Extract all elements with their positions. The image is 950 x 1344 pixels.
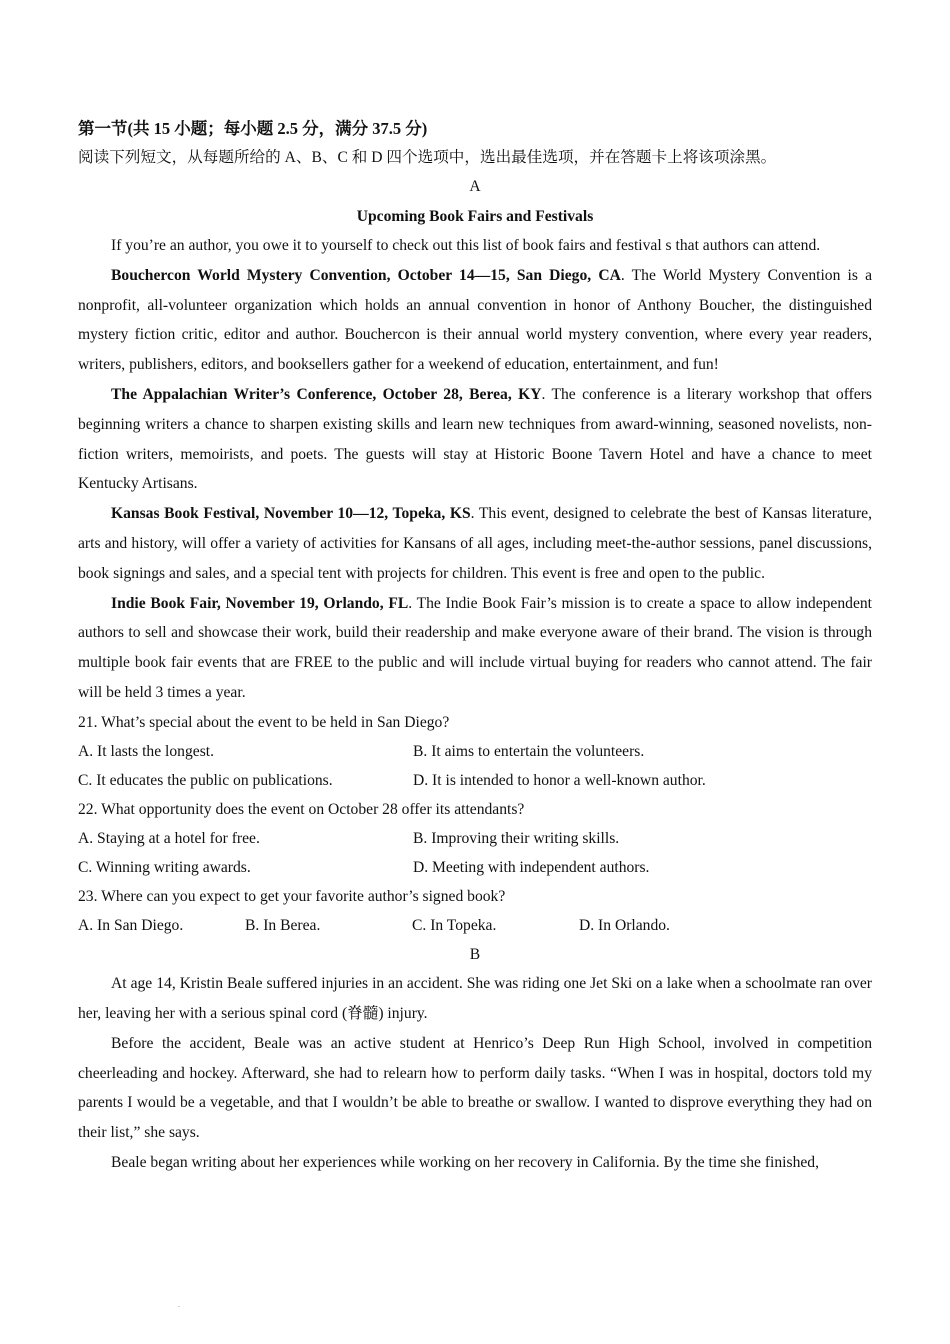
section-instructions: 阅读下列短文，从每题所给的 A、B、C 和 D 四个选项中，选出最佳选项，并在答题卡上将该项涂黑。	[78, 149, 777, 166]
option-a: A. It lasts the longest.	[78, 742, 214, 760]
event-text: . The Indie Book Fair’s mission is to create a space to allow independent authors to sell and showcase their work, build their readership and make everyone aware of their brand. The vision is through multiple book fair events that are FREE to the public and will include virtual buying for readers who cannot attend. The fair will be held 3 times a year.	[78, 594, 872, 701]
passage-a-label: A	[469, 178, 481, 195]
option-d: D. In Orlando.	[579, 916, 670, 934]
event-paragraph	[78, 499, 872, 588]
document-content	[78, 114, 872, 1178]
option-b: B. In Berea.	[245, 916, 321, 934]
event-heading: Bouchercon World Mystery Convention, October 14—15, San Diego, CA	[111, 266, 621, 284]
section-title: 第一节(共 15 小题；每小题 2.5 分，满分 37.5 分)	[78, 119, 428, 138]
event-text: . The conference is a literary workshop that offers beginning writers a chance to sharpen existing skills and learn new techniques from award-winning, seasoned novelists, non-fiction writers, memoirists, and poets. The guests will stay at Historic Boone Tavern Hotel and have a chance to meet Kentucky Artisans.	[78, 385, 872, 493]
option-b: B. Improving their writing skills.	[413, 829, 620, 847]
event-text: . The World Mystery Convention is a nonprofit, all-volunteer organization which holds an annual convention in honor of Anthony Boucher, the distinguished mystery fiction critic, editor and author. Bouchercon is their annual world mystery convention, where every year readers, writers, publishers, editors, and booksellers gather for a weekend of education, entertainment, and fun!	[78, 266, 872, 374]
question-stem: 21. What’s special about the event to be held in San Diego?	[78, 713, 450, 731]
event-paragraph	[78, 261, 872, 380]
event-heading: Indie Book Fair, November 19, Orlando, FL	[111, 594, 409, 612]
passage-b-paragraph: Beale began writing about her experiences while working on her recovery in California. By the time she finished,	[111, 1154, 819, 1172]
event-text: . This event, designed to celebrate the best of Kansas literature, arts and history, will offer a variety of activities for Kansans of all ages, including meet-the-author sessions, panel discussions, book signings and sales, and a special tent with projects for children. This event is free and open to the public.	[78, 505, 872, 582]
option-a: A. In San Diego.	[78, 916, 184, 934]
question-options	[78, 766, 872, 795]
question-options	[78, 911, 872, 940]
passage-a-title: Upcoming Book Fairs and Festivals	[356, 207, 594, 225]
event-heading: The Appalachian Writer’s Conference, October 28, Berea, KY	[111, 385, 542, 403]
option-b: B. It aims to entertain the volunteers.	[413, 742, 645, 760]
option-c: C. In Topeka.	[412, 916, 497, 934]
question-stem: 23. Where can you expect to get your favorite author’s signed book?	[78, 887, 506, 905]
option-c: C. It educates the public on publications.	[78, 771, 333, 789]
event-heading: Kansas Book Festival, November 10—12, Topeka, KS	[111, 505, 471, 523]
question-options	[78, 824, 872, 853]
question-stem: 22. What opportunity does the event on October 28 offer its attendants?	[78, 800, 525, 818]
event-paragraph	[78, 589, 872, 708]
passage-b-paragraph: Before the accident, Beale was an active student at Henrico’s Deep Run High School, involved in competition cheerleading and hockey. Afterward, she had to relearn how to perform daily tasks. “When I was in hospital, doctors told my parents I would be a vegetable, and that I wouldn’t be able to breathe or swallow. I wanted to disprove everything they had on their list,” she says.	[78, 1034, 872, 1142]
passage-b-label: B	[469, 945, 481, 963]
question-options	[78, 853, 872, 882]
question-options	[78, 737, 872, 766]
option-a: A. Staying at a hotel for free.	[78, 829, 260, 847]
option-d: D. It is intended to honor a well-known author.	[413, 771, 706, 789]
option-d: D. Meeting with independent authors.	[413, 858, 650, 876]
footer-mark: .	[178, 1300, 180, 1309]
passage-a-intro: If you’re an author, you owe it to yourself to check out this list of book fairs and festival s that authors can attend.	[111, 237, 821, 254]
event-paragraph	[78, 380, 872, 499]
option-c: C. Winning writing awards.	[78, 858, 251, 876]
passage-b-paragraph: At age 14, Kristin Beale suffered injuries in an accident. She was riding one Jet Ski on a lake when a schoolmate ran over her, leaving her with a serious spinal cord (脊髓) injury.	[78, 975, 872, 1023]
